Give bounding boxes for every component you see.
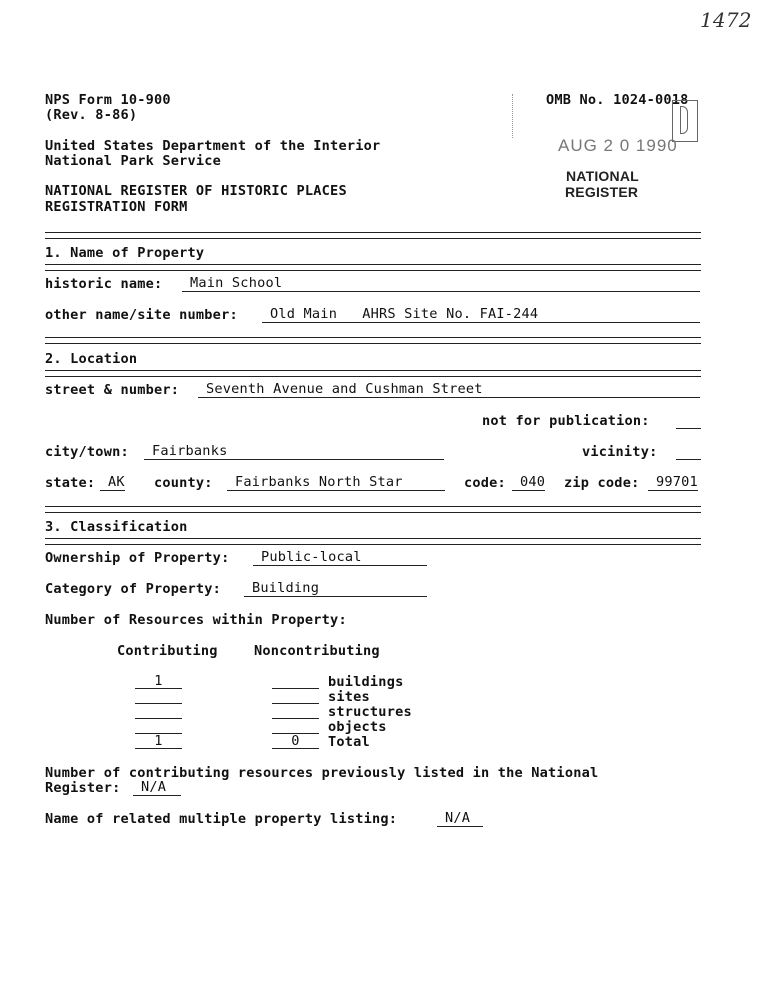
category-field[interactable]: Building [244, 581, 427, 597]
historic-name-label: historic name: [45, 276, 163, 292]
section-2-heading: 2. Location [45, 351, 138, 367]
resource-row-label: objects [328, 719, 387, 735]
section-rule [45, 337, 701, 344]
resource-row-label: sites [328, 689, 370, 705]
noncontributing-header: Noncontributing [254, 643, 380, 659]
section-rule [45, 506, 701, 513]
code-field[interactable]: 040 [512, 475, 545, 491]
form-number: NPS Form 10-900 [45, 92, 171, 108]
form-revision: (Rev. 8-86) [45, 107, 138, 123]
state-field[interactable]: AK [100, 475, 125, 491]
park-service: National Park Service [45, 153, 222, 169]
multiple-listing-field[interactable]: N/A [437, 811, 483, 827]
section-rule [45, 232, 701, 239]
contributing-structures-field[interactable] [135, 704, 182, 719]
section-1-heading: 1. Name of Property [45, 245, 205, 261]
contributing-objects-field[interactable] [135, 719, 182, 734]
vicinity-field[interactable] [676, 445, 701, 460]
ownership-field[interactable]: Public-local [253, 550, 427, 566]
zip-field[interactable]: 99701 [648, 475, 698, 491]
stamp-date: AUG 2 0 1990 [558, 136, 678, 155]
noncontributing-buildings-field[interactable] [272, 674, 319, 689]
ownership-label: Ownership of Property: [45, 550, 230, 566]
resources-label: Number of Resources within Property: [45, 612, 347, 628]
register-title: NATIONAL REGISTER OF HISTORIC PLACES [45, 183, 347, 199]
section-rule [45, 370, 701, 377]
previously-listed-field[interactable]: N/A [133, 780, 181, 796]
noncontributing-objects-field[interactable] [272, 719, 319, 734]
vicinity-label: vicinity: [582, 444, 658, 460]
county-field[interactable]: Fairbanks North Star [227, 475, 445, 491]
contributing-sites-field[interactable] [135, 689, 182, 704]
not-for-publication-field[interactable] [676, 414, 701, 429]
resource-row-label: Total [328, 734, 370, 750]
omb-number: OMB No. 1024-0018 [546, 92, 689, 108]
stamp-register: REGISTER [565, 184, 639, 200]
contributing-buildings-field[interactable]: 1 [135, 674, 182, 689]
section-3-heading: 3. Classification [45, 519, 188, 535]
city-field[interactable]: Fairbanks [144, 444, 444, 460]
form-title: REGISTRATION FORM [45, 199, 188, 215]
section-rule [45, 538, 701, 545]
resource-row-label: buildings [328, 674, 404, 690]
handwritten-number: 1472 [700, 8, 752, 32]
contributing-header: Contributing [117, 643, 218, 659]
previously-listed-label: Number of contributing resources previously listed in the National [45, 765, 599, 781]
county-label: county: [154, 475, 213, 491]
not-for-publication-label: not for publication: [482, 413, 650, 429]
stamp-national: NATIONAL [566, 168, 639, 184]
state-label: state: [45, 475, 96, 491]
other-name-field[interactable]: Old Main AHRS Site No. FAI-244 [262, 307, 700, 323]
noncontributing-structures-field[interactable] [272, 704, 319, 719]
code-label: code: [464, 475, 506, 491]
noncontributing-sites-field[interactable] [272, 689, 319, 704]
street-label: street & number: [45, 382, 180, 398]
resource-row-label: structures [328, 704, 412, 720]
department: United States Department of the Interior [45, 138, 381, 154]
multiple-listing-label: Name of related multiple property listing: [45, 811, 398, 827]
contributing-total-field[interactable]: 1 [135, 734, 182, 749]
section-rule [45, 264, 701, 271]
zip-label: zip code: [564, 475, 640, 491]
other-name-label: other name/site number: [45, 307, 238, 323]
city-label: city/town: [45, 444, 129, 460]
street-field[interactable]: Seventh Avenue and Cushman Street [198, 382, 700, 398]
historic-name-field[interactable]: Main School [182, 276, 700, 292]
previously-listed-label-2: Register: [45, 780, 121, 796]
category-label: Category of Property: [45, 581, 222, 597]
noncontributing-total-field[interactable]: 0 [272, 734, 319, 749]
